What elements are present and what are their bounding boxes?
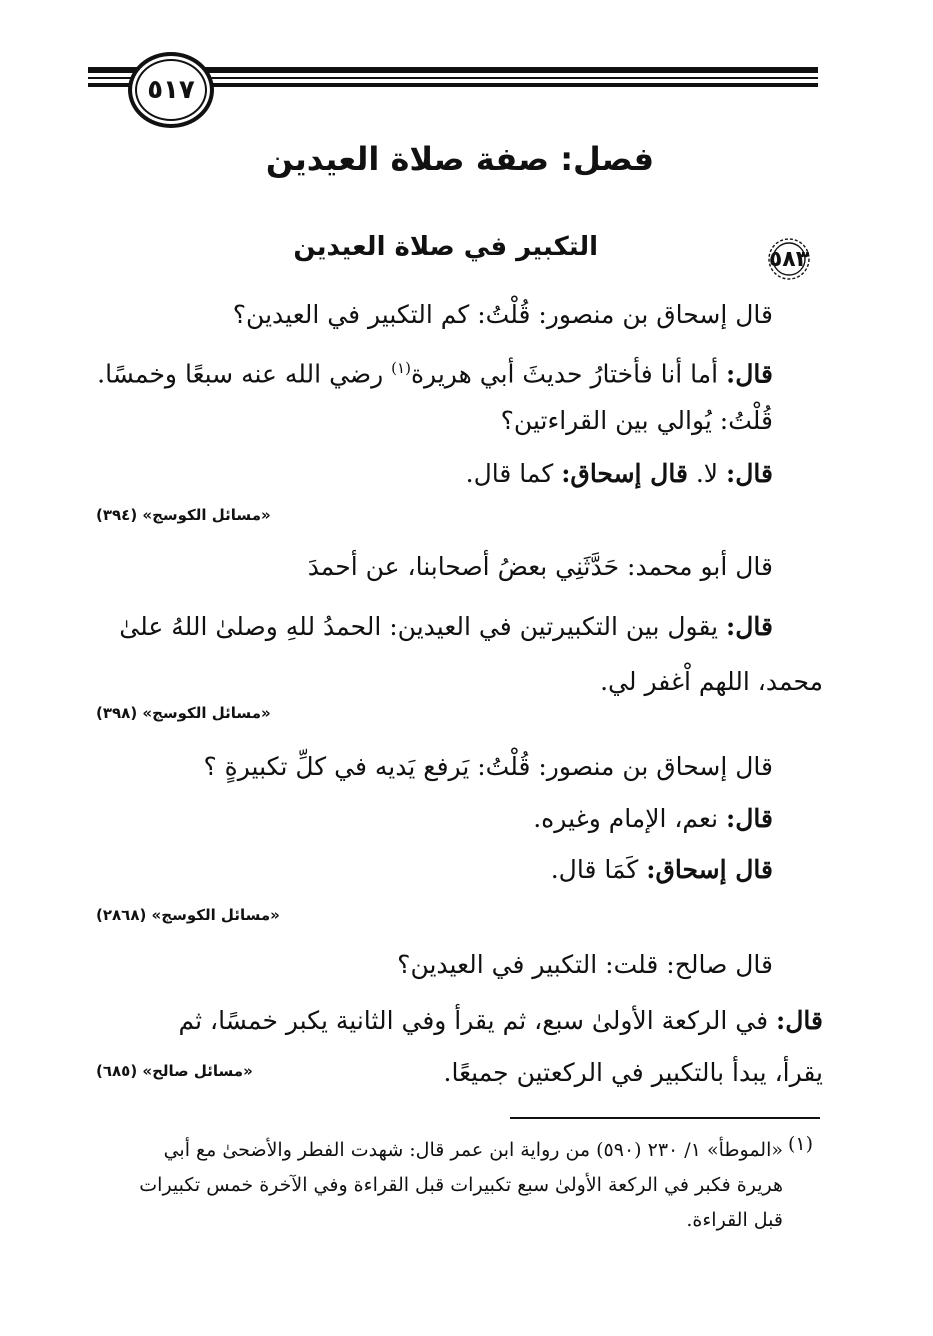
text-span: لا. <box>695 459 719 488</box>
footnote-text: «الموطأ» ١/ ٢٣٠ (٥٩٠) من رواية ابن عمر قال: شهدت الفطر والأضحىٰ مع أبي هريرة فكبر في الركعة الأولىٰ سبع تكبيرات قبل القراءة وفي الآخرة خمس تكبيرات قبل القراءة. <box>139 1139 783 1231</box>
text-line: قال إسحاق بن منصور: قُلْتُ: كم التكبير في العيدين؟ <box>232 300 773 329</box>
text-span: نعم، الإمام وغيره. <box>533 804 719 833</box>
speaker-label: قال: <box>776 1006 823 1035</box>
text-line: يقرأ، يبدأ بالتكبير في الركعتين جميعًا. <box>443 1058 823 1087</box>
text-line: قُلْتُ: يُوالي بين القراءتين؟ <box>500 406 773 435</box>
source-citation: «مسائل الكوسج» (٣٩٨) <box>96 704 271 722</box>
text-line <box>178 994 823 1048</box>
source-citation: «مسائل صالح» (٦٨٥) <box>96 1062 253 1080</box>
section-title: التكبير في صلاة العيدين <box>293 232 598 262</box>
text-line <box>533 792 773 846</box>
text-line <box>97 341 773 401</box>
text-line <box>551 843 773 897</box>
speaker-label: قال إسحاق: <box>561 459 688 488</box>
text-span: كَمَا قال. <box>550 855 639 884</box>
page-number: ٥١٧ <box>128 52 214 128</box>
text-span: رضي الله عنه سبعًا وخمسًا. <box>97 359 384 389</box>
text-span: أما أنا فأختارُ حديثَ أبي هريرة <box>410 359 719 389</box>
text-span: كما قال. <box>465 459 554 488</box>
speaker-label: قال: <box>726 459 773 488</box>
footnote-separator <box>510 1117 820 1119</box>
chapter-title: فصل: صفة صلاة العيدين <box>265 140 655 178</box>
text-line <box>119 600 773 654</box>
text-span: في الركعة الأولىٰ سبع، ثم يقرأ وفي الثانية يكبر خمسًا، ثم <box>178 1006 769 1035</box>
text-line: قال أبو محمد: حَدَّثَنِي بعضُ أصحابنا، عن أحمدَ <box>307 552 773 581</box>
footnote-number: (١) <box>788 1133 814 1155</box>
speaker-label: قال: <box>726 804 773 833</box>
text-span: يقول بين التكبيرتين في العيدين: الحمدُ للهِ وصلىٰ اللهُ علىٰ <box>119 612 719 641</box>
speaker-label: قال إسحاق: <box>646 855 773 884</box>
source-citation: «مسائل الكوسج» (٢٨٦٨) <box>96 906 280 924</box>
text-line: قال إسحاق بن منصور: قُلْتُ: يَرفع يَديه في كلِّ تكبيرةٍ ؟ <box>203 752 773 781</box>
text-line: قال صالح: قلت: التكبير في العيدين؟ <box>397 950 773 979</box>
issue-number: ٥٨٣ <box>768 246 810 272</box>
speaker-label: قال: <box>726 612 773 641</box>
source-citation: «مسائل الكوسج» (٣٩٤) <box>96 506 271 524</box>
footnote-ref: (١) <box>391 359 411 377</box>
text-line <box>466 447 773 501</box>
speaker-label: قال: <box>726 359 773 389</box>
text-line: محمد، اللهم اْغفر لي. <box>600 667 823 696</box>
issue-number-badge <box>760 236 818 282</box>
